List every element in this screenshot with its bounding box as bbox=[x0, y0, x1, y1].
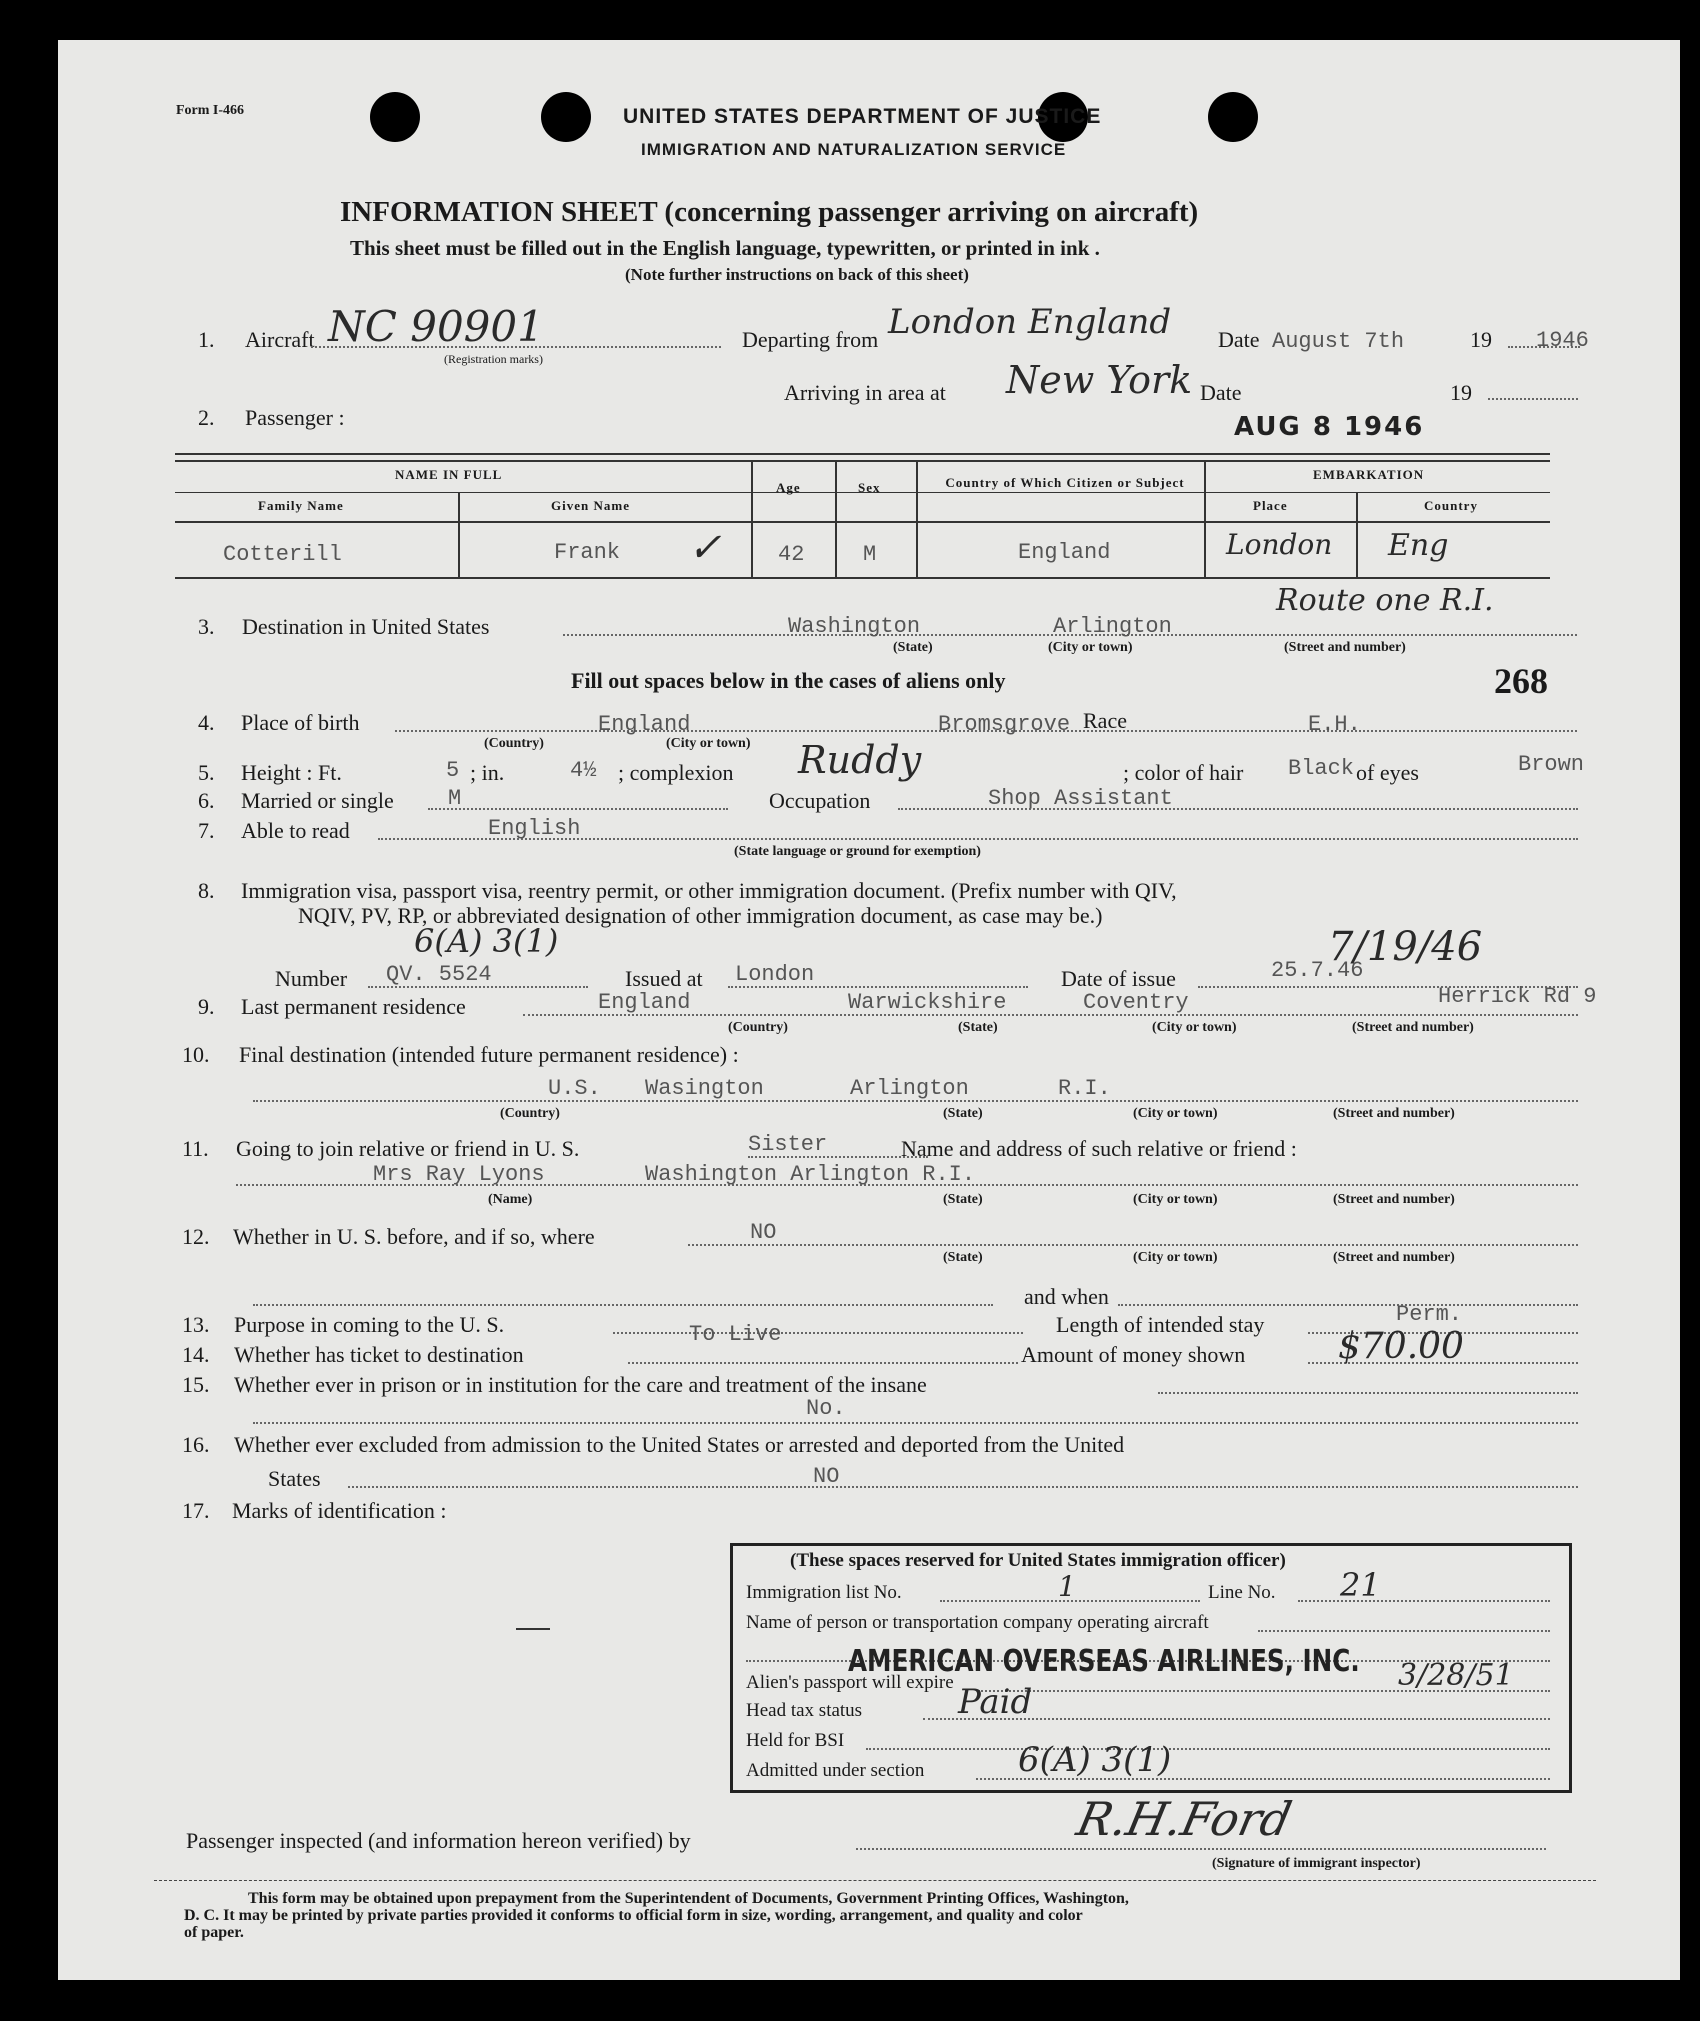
given-name: Frank bbox=[554, 540, 621, 565]
line-number: 21 bbox=[1340, 1566, 1381, 1604]
residence-city: Coventry bbox=[1083, 990, 1189, 1015]
department-name: UNITED STATES DEPARTMENT OF JUSTICE bbox=[623, 105, 1102, 128]
bsi-label: Held for BSI bbox=[746, 1730, 845, 1751]
purpose-value: To Live bbox=[689, 1322, 782, 1347]
final-country: U.S. bbox=[548, 1076, 601, 1101]
money-value: $70.00 bbox=[1338, 1326, 1464, 1367]
departing-label: Departing from bbox=[742, 327, 879, 352]
age-header: Age bbox=[776, 480, 801, 495]
marital-label: Married or single bbox=[241, 788, 394, 813]
ticket-label: Whether has ticket to destination bbox=[234, 1342, 524, 1367]
embark-place: London bbox=[1226, 528, 1333, 561]
caption-city: (City or town) bbox=[1133, 1192, 1218, 1207]
purpose-label: Purpose in coming to the U. S. bbox=[234, 1312, 505, 1337]
document-line1: Immigration visa, passport visa, reentry permit, or other immigration document. (Prefix number with QIV, bbox=[241, 878, 1177, 903]
occupation-label: Occupation bbox=[769, 788, 871, 813]
hair-color: Black bbox=[1288, 756, 1355, 781]
destination-state: Washington bbox=[788, 614, 921, 639]
document-number: QV. 5524 bbox=[386, 962, 492, 987]
issue-date-handwritten: 7/19/46 bbox=[1328, 924, 1483, 970]
service-name: IMMIGRATION AND NATURALIZATION SERVICE bbox=[641, 140, 1067, 159]
check-mark: ✓ bbox=[688, 525, 722, 571]
item10-number: 10. bbox=[182, 1042, 210, 1067]
read-caption: (State language or ground for exemption) bbox=[734, 844, 981, 859]
final-street: R.I. bbox=[1058, 1076, 1111, 1101]
list-number-label: Immigration list No. bbox=[746, 1582, 902, 1603]
height-feet: 5 bbox=[446, 758, 460, 783]
item15-number: 15. bbox=[182, 1372, 210, 1397]
operator-stamp: AMERICAN OVERSEAS AIRLINES, INC. bbox=[848, 1644, 1360, 1679]
complexion-value: Ruddy bbox=[798, 738, 922, 782]
number-label: Number bbox=[275, 966, 348, 991]
caption-city: (City or town) bbox=[1133, 1106, 1218, 1121]
item4-number: 4. bbox=[198, 710, 215, 735]
arrival-date-label: Date bbox=[1200, 380, 1242, 405]
item5-number: 5. bbox=[198, 760, 215, 785]
sex-value: M bbox=[863, 542, 877, 567]
departing-from: London England bbox=[888, 302, 1172, 342]
date-label: Date bbox=[1218, 327, 1260, 352]
age-value: 42 bbox=[778, 542, 805, 567]
stay-value: Perm. bbox=[1396, 1302, 1463, 1327]
form-title: INFORMATION SHEET (concerning passenger arriving on aircraft) bbox=[340, 196, 1199, 228]
footer-line1: This form may be obtained upon prepayment from the Superintendent of Documents, Government Printing Offices, Washington, bbox=[248, 1890, 1129, 1907]
destination-label: Destination in United States bbox=[242, 614, 490, 639]
residence-street: Herrick Rd 9 bbox=[1438, 984, 1597, 1009]
aliens-only-note: Fill out spaces below in the cases of aliens only bbox=[571, 668, 1006, 693]
item17-number: 17. bbox=[182, 1498, 210, 1523]
relative-address: Washington Arlington R.I. bbox=[645, 1162, 976, 1187]
eye-color: Brown bbox=[1518, 752, 1585, 777]
arriving-label: Arriving in area at bbox=[784, 380, 946, 405]
list-number: 1 bbox=[1058, 1570, 1076, 1603]
caption-city: (City or town) bbox=[1152, 1020, 1237, 1035]
passenger-label: Passenger : bbox=[245, 405, 345, 430]
caption-street: (Street and number) bbox=[1284, 640, 1406, 655]
final-city: Arlington bbox=[850, 1076, 969, 1101]
identification-label: Marks of identification : bbox=[232, 1498, 447, 1523]
caption-city: (City or town) bbox=[1133, 1250, 1218, 1265]
item6-number: 6. bbox=[198, 788, 215, 813]
prison-value: No. bbox=[806, 1396, 846, 1421]
aircraft-label: Aircraft bbox=[245, 327, 315, 352]
height-inches: 4½ bbox=[570, 758, 597, 783]
final-destination-label: Final destination (intended future permanent residence) : bbox=[239, 1042, 739, 1067]
admitted-section-label: Admitted under section bbox=[746, 1760, 925, 1781]
punch-hole bbox=[541, 92, 591, 142]
race-label: Race bbox=[1083, 708, 1127, 733]
caption-state: (State) bbox=[943, 1250, 983, 1265]
previous-us-label: Whether in U. S. before, and if so, where bbox=[233, 1224, 595, 1249]
date-of-issue-label: Date of issue bbox=[1061, 966, 1176, 991]
sheet-number: 268 bbox=[1494, 661, 1548, 701]
residence-label: Last permanent residence bbox=[241, 994, 466, 1019]
residence-state: Warwickshire bbox=[848, 990, 1007, 1015]
sex-header: Sex bbox=[858, 480, 881, 495]
admitted-section: 6(A) 3(1) bbox=[1018, 1740, 1172, 1780]
excluded-line1: Whether ever excluded from admission to the United States or arrested and deported from the United bbox=[234, 1432, 1125, 1457]
caption-state: (State) bbox=[943, 1192, 983, 1207]
year-prefix: 19 bbox=[1470, 327, 1492, 352]
caption-city: (City or town) bbox=[1048, 640, 1133, 655]
departure-year: 1946 bbox=[1536, 328, 1589, 353]
caption-street: (Street and number) bbox=[1352, 1020, 1474, 1035]
final-state: Wasington bbox=[645, 1076, 764, 1101]
arriving-at: New York bbox=[1006, 358, 1193, 402]
embark-place-header: Place bbox=[1253, 498, 1288, 513]
join-relative-label: Going to join relative or friend in U. S. bbox=[236, 1136, 580, 1161]
issued-at-label: Issued at bbox=[625, 966, 703, 991]
document-line2: NQIV, PV, RP, or abbreviated designation of other immigration document, as case may be.) bbox=[298, 903, 1103, 928]
inches-label: ; in. bbox=[470, 760, 505, 785]
form-instruction: This sheet must be filled out in the English language, typewritten, or printed in ink . bbox=[350, 236, 1100, 260]
punch-hole bbox=[370, 92, 420, 142]
operator-label: Name of person or transportation company operating aircraft bbox=[746, 1612, 1209, 1633]
relative-name: Mrs Ray Lyons bbox=[373, 1162, 545, 1187]
form-note: (Note further instructions on back of this sheet) bbox=[625, 265, 969, 284]
when-label: and when bbox=[1024, 1284, 1109, 1309]
read-label: Able to read bbox=[241, 818, 350, 843]
item12-number: 12. bbox=[182, 1224, 210, 1249]
footer-line3: of paper. bbox=[184, 1924, 244, 1941]
inspected-label: Passenger inspected (and information hereon verified) by bbox=[186, 1828, 691, 1853]
embarkation-header: EMBARKATION bbox=[1313, 467, 1425, 482]
form-number: Form I-466 bbox=[176, 103, 245, 118]
relation-value: Sister bbox=[748, 1132, 828, 1157]
head-tax-label: Head tax status bbox=[746, 1700, 863, 1721]
name-in-full-header: NAME IN FULL bbox=[395, 467, 503, 482]
destination-city: Arlington bbox=[1053, 614, 1172, 639]
departure-date: August 7th bbox=[1272, 329, 1405, 354]
inspector-signature: R.H.Ford bbox=[1072, 1792, 1297, 1846]
caption-country: (Country) bbox=[728, 1020, 788, 1035]
excluded-value: NO bbox=[813, 1464, 840, 1489]
caption-state: (State) bbox=[893, 640, 933, 655]
money-label: Amount of money shown bbox=[1021, 1342, 1246, 1367]
birthplace-label: Place of birth bbox=[241, 710, 360, 735]
caption-country: (Country) bbox=[484, 736, 544, 751]
marital-status: M bbox=[448, 786, 462, 811]
item2-number: 2. bbox=[198, 405, 215, 430]
embark-country-header: Country bbox=[1424, 498, 1478, 513]
item3-number: 3. bbox=[198, 614, 215, 639]
caption-street: (Street and number) bbox=[1333, 1106, 1455, 1121]
residence-country: England bbox=[598, 990, 691, 1015]
birth-city: Bromsgrove bbox=[938, 712, 1071, 737]
form-sheet bbox=[58, 40, 1680, 1980]
arrival-year-prefix: 19 bbox=[1450, 380, 1472, 405]
punch-hole bbox=[1208, 92, 1258, 142]
caption-name: (Name) bbox=[488, 1192, 533, 1207]
relative-name-label: Name and address of such relative or friend : bbox=[901, 1136, 1297, 1161]
citizen-country: England bbox=[1018, 540, 1111, 565]
prison-label: Whether ever in prison or in institution for the care and treatment of the insane bbox=[234, 1372, 927, 1397]
destination-street: Route one R.I. bbox=[1276, 583, 1494, 618]
issued-at: London bbox=[735, 962, 815, 987]
signature-caption: (Signature of immigrant inspector) bbox=[1212, 1856, 1421, 1871]
line-number-label: Line No. bbox=[1208, 1582, 1276, 1603]
passport-expire-label: Alien's passport will expire bbox=[746, 1672, 954, 1693]
eye-color-label: of eyes bbox=[1356, 760, 1419, 785]
embark-country: Eng bbox=[1388, 528, 1449, 563]
caption-street: (Street and number) bbox=[1333, 1192, 1455, 1207]
complexion-label: ; complexion bbox=[618, 760, 734, 785]
caption-country: (Country) bbox=[500, 1106, 560, 1121]
caption-state: (State) bbox=[958, 1020, 998, 1035]
aircraft-registration: NC 90901 bbox=[328, 302, 544, 351]
footer-line2: D. C. It may be printed by private parties provided it conforms to official form in size, wording, arrangement, and quality and color bbox=[184, 1907, 1083, 1924]
item11-number: 11. bbox=[182, 1136, 209, 1161]
passport-expiry: 3/28/51 bbox=[1398, 1658, 1514, 1693]
excluded-line2: States bbox=[268, 1466, 321, 1491]
read-language: English bbox=[488, 816, 581, 841]
item1-number: 1. bbox=[198, 327, 215, 352]
height-label: Height : Ft. bbox=[241, 760, 342, 785]
caption-street: (Street and number) bbox=[1333, 1250, 1455, 1265]
document-code: 6(A) 3(1) bbox=[414, 922, 559, 960]
caption-state: (State) bbox=[943, 1106, 983, 1121]
occupation-value: Shop Assistant bbox=[988, 786, 1173, 811]
previous-us-value: NO bbox=[750, 1220, 777, 1245]
birth-country: England bbox=[598, 712, 691, 737]
item16-number: 16. bbox=[182, 1432, 210, 1457]
item14-number: 14. bbox=[182, 1342, 210, 1367]
date-of-issue: 25.7.46 bbox=[1271, 958, 1364, 983]
citizenship-header: Country of Which Citizen or Subject bbox=[945, 475, 1185, 490]
arrival-date-stamp: AUG 8 1946 bbox=[1234, 412, 1425, 442]
head-tax-status: Paid bbox=[958, 1682, 1033, 1722]
stay-label: Length of intended stay bbox=[1056, 1312, 1265, 1337]
family-name: Cotterill bbox=[223, 542, 342, 567]
item9-number: 9. bbox=[198, 994, 215, 1019]
reserved-header: (These spaces reserved for United States immigration officer) bbox=[790, 1550, 1286, 1571]
hair-color-label: ; color of hair bbox=[1123, 760, 1244, 785]
given-name-header: Given Name bbox=[551, 498, 630, 513]
item13-number: 13. bbox=[182, 1312, 210, 1337]
caption-city: (City or town) bbox=[666, 736, 751, 751]
registration-caption: (Registration marks) bbox=[444, 352, 543, 366]
family-name-header: Family Name bbox=[258, 498, 344, 513]
item7-number: 7. bbox=[198, 818, 215, 843]
item8-number: 8. bbox=[198, 878, 215, 903]
race-value: E.H. bbox=[1308, 712, 1361, 737]
